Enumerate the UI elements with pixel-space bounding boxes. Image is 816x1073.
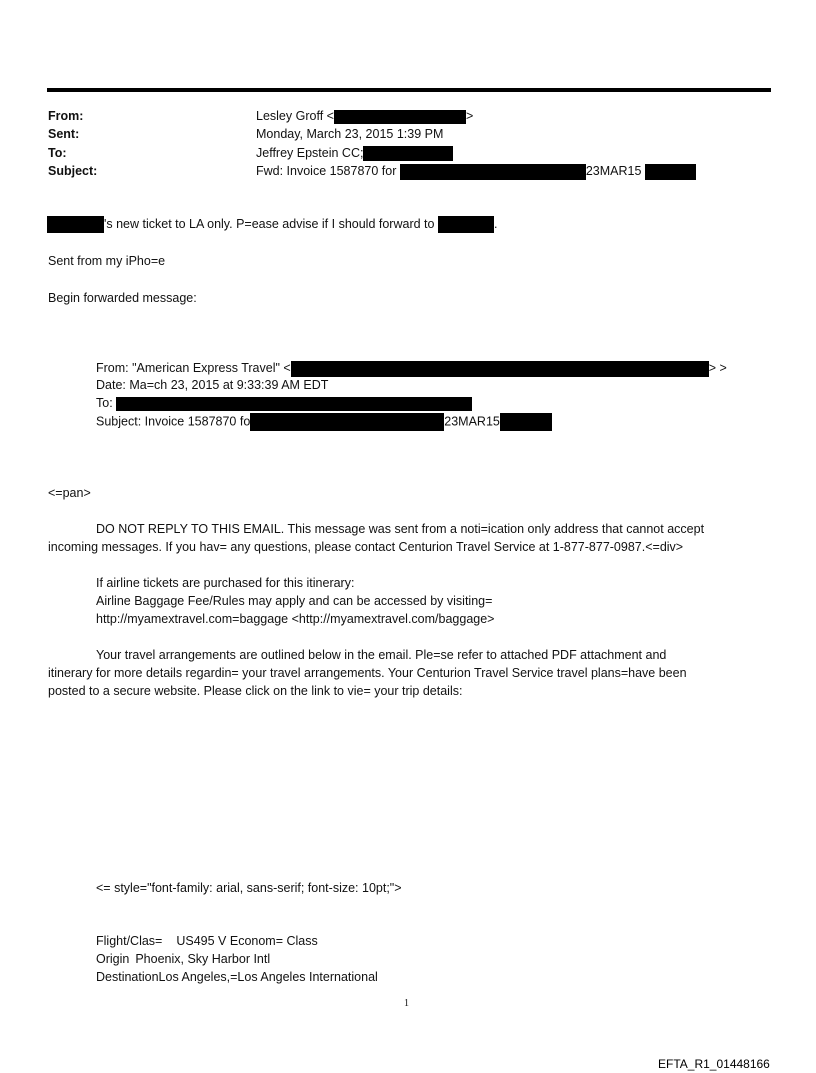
travel-line-3: posted to a secure website. Please click on the link to vie= your trip details:	[48, 684, 463, 698]
header-rule	[47, 88, 771, 92]
flight-value: US495 V Econom= Class	[176, 934, 318, 948]
fwd-from-suffix: > >	[708, 361, 727, 375]
airline-line-3: http://myamextravel.com=baggage <http://myamextravel.com/baggage>	[96, 612, 495, 626]
span-tag-line: <=pan>	[48, 486, 91, 500]
flight-line	[96, 933, 318, 949]
redaction-block	[400, 164, 586, 180]
origin-label: Origin	[96, 952, 130, 966]
travel-line-2: itinerary for more details regardin= your travel arrangements. Your Centurion Travel Service travel plans=have been	[48, 666, 687, 680]
destination-label: Destination	[96, 970, 159, 984]
fwd-to-line	[96, 395, 472, 411]
to-text: Jeffrey Epstein CC;	[256, 146, 364, 160]
sent-value: Monday, March 23, 2015 1:39 PM	[256, 127, 444, 141]
subject-value	[256, 163, 696, 180]
from-close: >	[465, 109, 474, 123]
redaction-block	[363, 146, 453, 161]
flight-label: Flight/Clas=	[96, 934, 163, 948]
from-value	[256, 108, 473, 124]
origin-line	[96, 951, 270, 967]
from-label: From:	[48, 109, 84, 123]
fwd-subject-date: 23MAR15	[444, 414, 500, 429]
destination-line	[96, 969, 378, 985]
airline-line-2: Airline Baggage Fee/Rules may apply and can be accessed by visiting=	[96, 594, 493, 608]
airline-line-1: If airline tickets are purchased for this itinerary:	[96, 576, 355, 590]
body-line1-mid: 's new ticket to LA only. P=ease advise if I should forward to	[104, 217, 435, 231]
document-id: EFTA_R1_01448166	[658, 1057, 770, 1071]
style-tag-line: <= style="font-family: arial, sans-serif; font-size: 10pt;">	[96, 881, 402, 895]
fwd-subject-prefix: Subject: Invoice 1587870 fo	[96, 414, 251, 429]
from-name: Lesley Groff <	[256, 109, 334, 123]
redaction-block	[438, 216, 494, 233]
subject-prefix: Fwd: Invoice 1587870 for	[256, 164, 397, 178]
body-line-1	[47, 216, 497, 233]
redaction-block	[334, 110, 466, 124]
fwd-date-line: Date: Ma=ch 23, 2015 at 9:33:39 AM EDT	[96, 378, 329, 392]
redaction-block	[250, 413, 444, 431]
sent-from-line: Sent from my iPho=e	[48, 254, 166, 268]
redaction-block	[116, 397, 472, 411]
notice-line-1: DO NOT REPLY TO THIS EMAIL. This message was sent from a noti=ication only address that cannot accept	[96, 522, 705, 536]
to-value	[256, 145, 453, 161]
to-label: To:	[48, 146, 67, 160]
notice-line-2: incoming messages. If you hav= any questions, please contact Centurion Travel Service at 1-877-877-0987.<=div>	[48, 540, 684, 554]
fwd-to-prefix: To:	[96, 396, 113, 410]
redaction-block	[645, 164, 696, 180]
page-number: 1	[404, 998, 409, 1009]
subject-label: Subject:	[48, 164, 98, 178]
destination-value: Los Angeles,=Los Angeles International	[158, 970, 378, 984]
redaction-block	[47, 216, 104, 233]
redaction-block	[291, 361, 709, 377]
subject-date: 23MAR15	[585, 164, 642, 178]
redaction-block	[500, 413, 552, 431]
fwd-from-prefix: From: "American Express Travel" <	[96, 361, 291, 375]
fwd-subject-line	[96, 413, 552, 431]
begin-forwarded-line: Begin forwarded message:	[48, 291, 197, 305]
fwd-from-line	[96, 360, 727, 377]
origin-value: Phoenix, Sky Harbor Intl	[135, 952, 271, 966]
sent-label: Sent:	[48, 127, 80, 141]
body-line1-end: .	[493, 217, 498, 231]
travel-line-1: Your travel arrangements are outlined below in the email. Ple=se refer to attached PDF attachment and	[96, 648, 667, 662]
